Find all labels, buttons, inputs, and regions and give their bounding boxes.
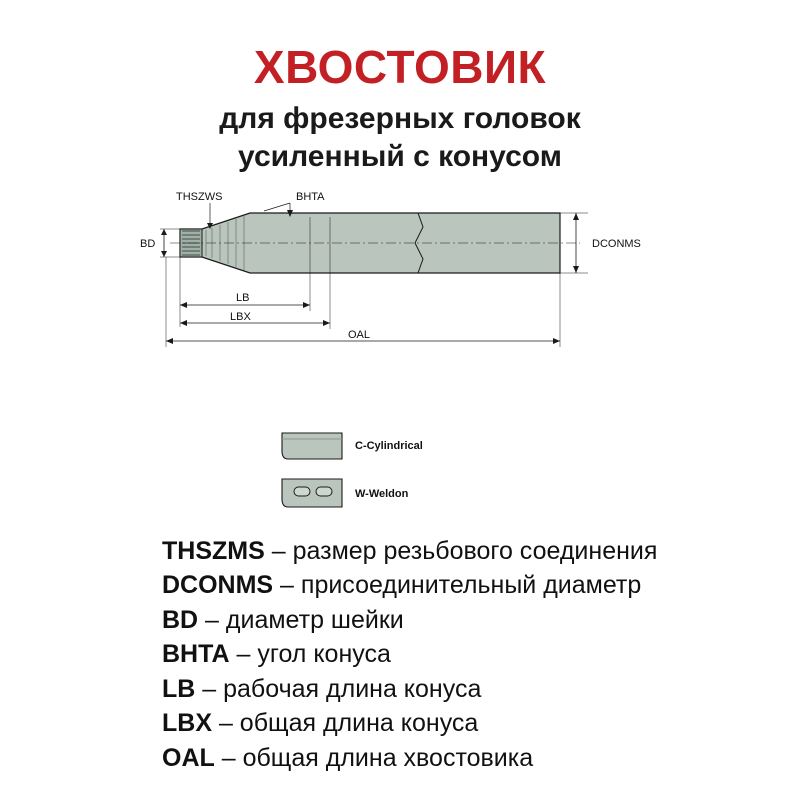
title-block bbox=[0, 0, 800, 177]
definition-term: LB bbox=[162, 674, 196, 703]
definition-term: BD bbox=[162, 605, 199, 634]
definition-text: – общая длина хвостовика bbox=[214, 743, 534, 772]
label-lb: LB bbox=[236, 291, 250, 304]
definition-item bbox=[162, 535, 760, 568]
definition-text: – рабочая длина конуса bbox=[195, 674, 482, 703]
definition-text: – угол конуса bbox=[229, 640, 391, 669]
definition-item bbox=[162, 673, 760, 706]
shape-cylindrical bbox=[282, 433, 342, 459]
shape-weldon bbox=[282, 479, 342, 507]
definition-item bbox=[162, 569, 760, 602]
definition-item bbox=[162, 604, 760, 637]
shape-cylindrical-label: C-Cylindrical bbox=[355, 439, 423, 452]
definition-text: – присоединительный диаметр bbox=[273, 571, 642, 600]
definition-list bbox=[0, 535, 800, 775]
page-title: ХВОСТОВИК bbox=[253, 41, 547, 93]
page-subtitle bbox=[0, 100, 800, 177]
definition-text: – общая длина конуса bbox=[212, 709, 479, 738]
definition-term: LBX bbox=[162, 709, 212, 738]
definition-term: DCONMS bbox=[162, 571, 274, 600]
label-lbx: LBX bbox=[230, 310, 251, 323]
shank-drawing-svg bbox=[140, 187, 660, 417]
definition-text: – диаметр шейки bbox=[198, 605, 404, 634]
label-bd: BD bbox=[140, 237, 156, 250]
shape-legend bbox=[0, 427, 800, 527]
definition-item bbox=[162, 638, 760, 671]
subtitle-line-1: для фрезерных головок bbox=[219, 102, 581, 135]
label-bhta: BHTA bbox=[296, 190, 325, 203]
subtitle-line-2: усиленный с конусом bbox=[238, 140, 562, 174]
label-thszws: THSZWS bbox=[176, 190, 223, 203]
definition-term: BHTA bbox=[162, 640, 230, 669]
definition-term: THSZMS bbox=[162, 536, 265, 565]
definition-item bbox=[162, 707, 760, 740]
technical-drawing bbox=[0, 187, 800, 427]
definition-item bbox=[162, 742, 760, 775]
shape-weldon-label: W-Weldon bbox=[355, 487, 409, 500]
label-dconms: DCONMS bbox=[592, 237, 641, 250]
definition-text: – размер резьбового соединения bbox=[264, 536, 658, 565]
label-oal: OAL bbox=[348, 328, 371, 341]
shape-legend-svg bbox=[190, 427, 610, 523]
definition-term: OAL bbox=[162, 743, 215, 772]
